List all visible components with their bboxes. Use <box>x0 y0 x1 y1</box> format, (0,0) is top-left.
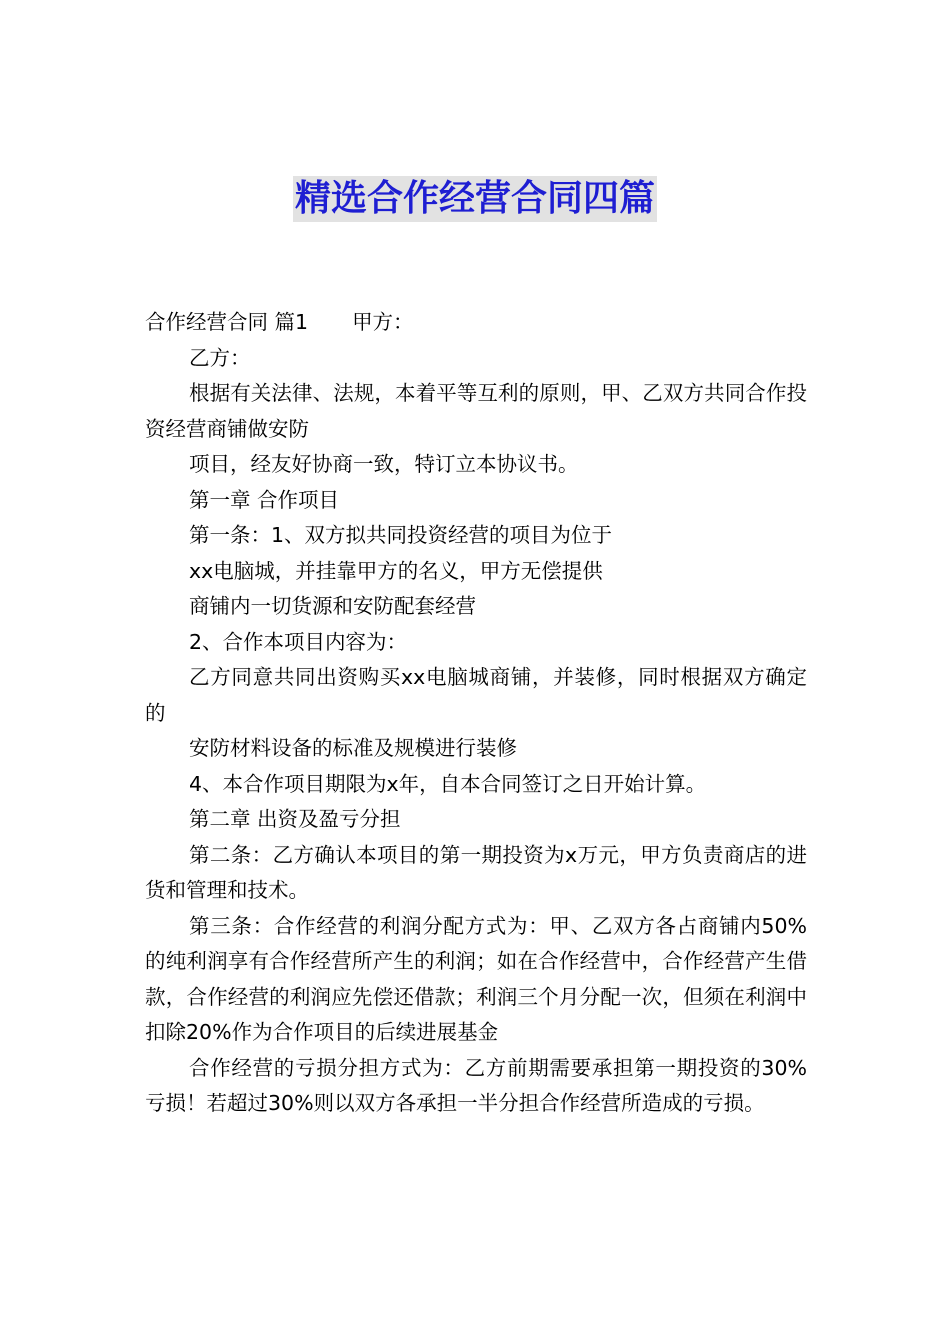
title-wrapper <box>0 176 950 222</box>
paragraph: 第一条：1、双方拟共同投资经营的项目为位于 <box>189 523 613 547</box>
paragraph: 商铺内一切货源和安防配套经营 <box>189 594 476 618</box>
paragraph: 安防材料设备的标准及规模进行装修 <box>189 736 517 760</box>
chapter-heading: 第一章 合作项目 <box>189 487 340 512</box>
paragraph: 4、本合作项目期限为x年，自本合同签订之日开始计算。 <box>189 771 707 796</box>
paragraph: 乙方： <box>189 345 251 370</box>
paragraph: 第三条：合作经营的利润分配方式为：甲、乙双方各占商铺内50%的纯利润享有合作经营所产生的利润；如在合作经营中，合作经营产生借款，合作经营的利润应先偿还借款；利润三个月分配一次，但须在利润中扣除20%作为合作项目的后续进展基金 <box>145 913 807 1044</box>
paragraph: 合作经营的亏损分担方式为：乙方前期需要承担第一期投资的30%亏损！若超过30%则以双方各承担一半分担合作经营所造成的亏损。 <box>145 1055 807 1115</box>
contract-heading-line <box>145 305 807 341</box>
contract-heading: 合作经营合同 篇1 <box>145 310 309 334</box>
document-title: 精选合作经营合同四篇 <box>293 176 657 222</box>
paragraph: 2、合作本项目内容为： <box>189 629 408 654</box>
chapter-heading: 第二章 出资及盈亏分担 <box>189 807 401 831</box>
paragraph: 第二条：乙方确认本项目的第一期投资为x万元，甲方负责商店的进货和管理和技术。 <box>145 842 807 902</box>
paragraph: xx电脑城，并挂靠甲方的名义，甲方无偿提供 <box>189 558 603 583</box>
party-a-label: 甲方： <box>352 310 414 334</box>
paragraph: 项目，经友好协商一致，特订立本协议书。 <box>189 452 579 476</box>
paragraph: 乙方同意共同出资购买xx电脑城商铺，并装修，同时根据双方确定的 <box>145 665 807 725</box>
document-body <box>145 305 807 1122</box>
paragraph: 根据有关法律、法规，本着平等互利的原则，甲、乙双方共同合作投资经营商铺做安防 <box>145 381 807 441</box>
